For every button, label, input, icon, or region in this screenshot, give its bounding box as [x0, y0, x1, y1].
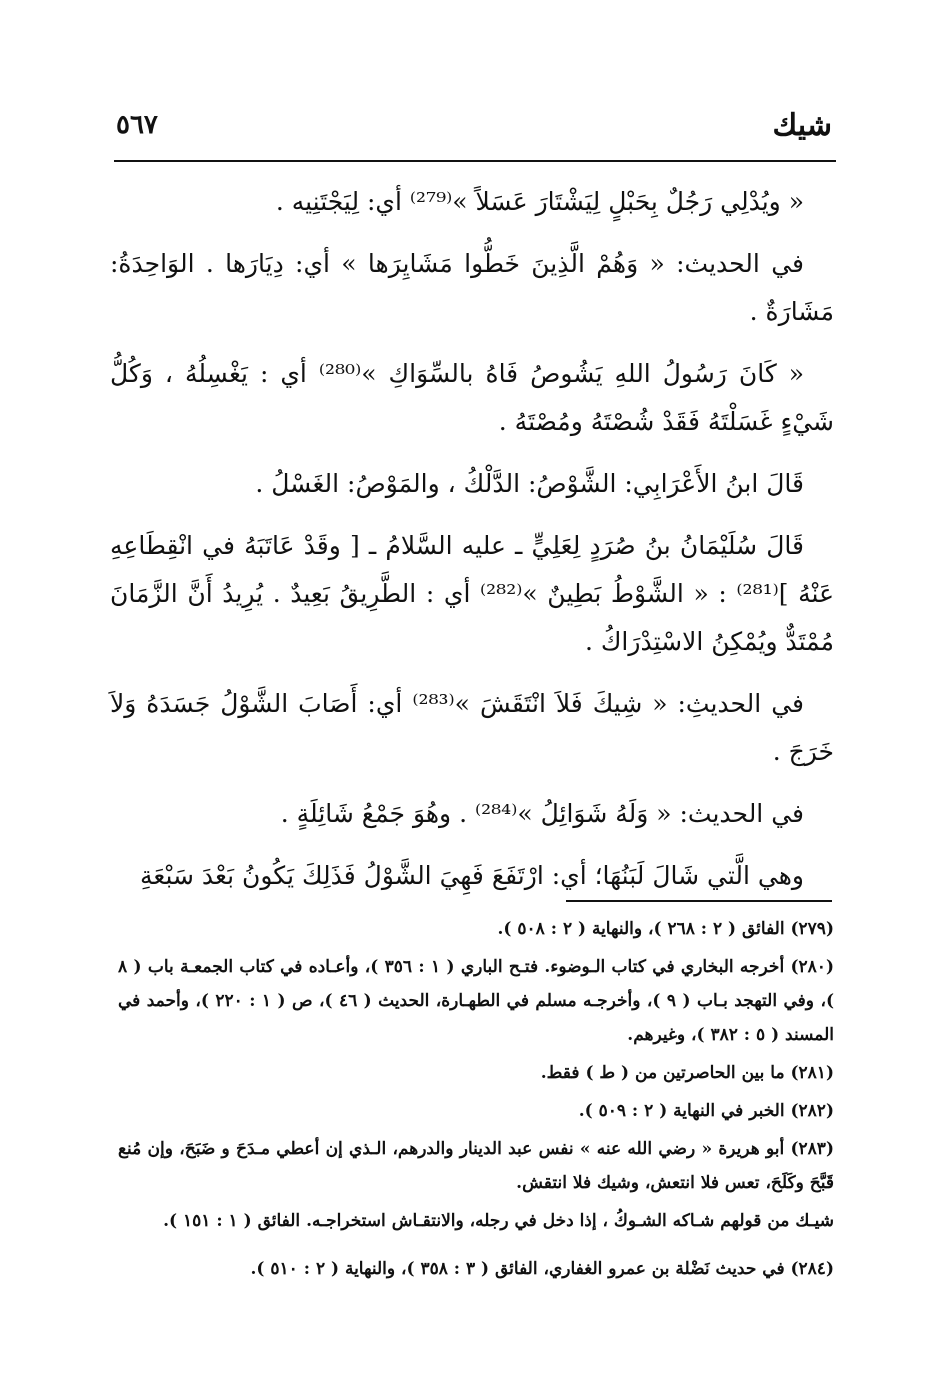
paragraph: قَالَ ابنُ الأَعْرَابِي: الشَّوْصُ: الدَّلْكُ ، والمَوْصُ: الغَسْلُ . — [255, 469, 804, 498]
paragraph: في الحديث: « وَهُمْ الَّذِينَ خَطُّوا مَشَايِرَها » أي: دِيَارَها . الوَاحِدَةُ: مَشَارَةٌ . — [110, 249, 834, 326]
page-number: ٥٦٧ — [116, 110, 158, 140]
footnote-continuation: شيـك من قولهم شـاكه الشـوكُ ، إذا دخل في رجله، والانتقـاش استخراجـه. الفائق ( ١ : ١٥١ ). — [163, 1211, 834, 1231]
footnote: (٢٨٤) في حديث نَضْلة بن عمرو الغفاري، الفائق ( ٣ : ٣٥٨ )، والنهاية ( ٢ : ٥١٠ ). — [250, 1259, 834, 1279]
footnote: (٢٨١) ما بين الحاصرتين من ( ط ) فقط. — [540, 1063, 834, 1083]
main-text — [110, 178, 834, 914]
header-rule — [114, 160, 836, 162]
paragraph: وهي الَّتي شَالَ لَبَنُهَا؛ أي: ارْتَفَعَ فَهِيَ الشَّوْلُ فَذَلِكَ يَكُونُ بَعْدَ سَبْعَةِ — [140, 861, 804, 890]
paragraph: في الحديثِ: « شِيكَ فَلاَ انْتَقَشَ »⁽²⁸³⁾ أي: أَصَابَ الشَّوْلُ جَسَدَهُ وَلاَ خَرَجَ . — [110, 689, 834, 766]
footnote: (٢٧٩) الفائق ( ٢ : ٢٦٨ )، والنهاية ( ٢ : ٥٠٨ ). — [497, 919, 834, 939]
page-header — [116, 100, 832, 150]
paragraph: في الحديث: « وَلَهُ شَوَائِلُ »⁽²⁸⁴⁾ . وهُوَ جَمْعُ شَائِلَةٍ . — [280, 799, 804, 828]
footnote: (٢٨٢) الخبر في النهاية ( ٢ : ٥٠٩ ). — [578, 1101, 834, 1121]
footnote: (٢٨٣) أبو هريرة « رضي الله عنه » نفس عبد الدينار والدرهم، الـذي إن أعطي مـدَحَ و ضَبَحَ، وإن مُنع قَبَّحَ وكَلَحَ، تعس فلا انتعش، وشيك فلا انتقش. — [118, 1139, 834, 1193]
paragraph: قَالَ سُلَيْمَانُ بنُ صُرَدٍ لِعَلِيٍّ ـ عليه السَّلامُ ـ [ وقَدْ عَاتَبَهُ في انْقِطَاعِهِ عَنْهُ ]⁽²⁸¹⁾ : « الشَّوْطُ بَطِينٌ »⁽²⁸²⁾ أي : الطَّرِيقُ بَعِيدٌ . يُرِيدُ أَنَّ الزَّمَانَ مُمْتَدٌّ ويُمْكِنُ الاسْتِدْرَاكُ . — [110, 531, 834, 656]
running-head: شيك — [772, 107, 832, 143]
footnote: (٢٨٠) أخرجه البخاري في كتاب الـوضوء. فتـح الباري ( ١ : ٣٥٦ )، وأعـاده في كتاب الجمعـة باب ( ٨ )، وفي التهجد بـاب ( ٩ )، وأخرجـه مسلم في الطهـارة، الحديث ( ٤٦ )، ص ( ١ : ٢٢٠ )، وأحمد في المسند ( ٥ : ٣٨٢ )، وغيرهم. — [118, 957, 834, 1045]
paragraph: « كَانَ رَسُولُ اللهِ يَشُوصُ فَاهُ بالسِّوَاكِ »⁽²⁸⁰⁾ أي : يَغْسِلُهُ ، وَكُلُّ شَيْءٍ غَسَلْتَهُ فَقَدْ شُصْتَهُ ومُصْتَهُ . — [110, 359, 834, 436]
paragraph: « ويُدْلِي رَجُلٌ بِحَبْلٍ لِيَشْتَارَ عَسَلاً »⁽²⁷⁹⁾ أي: لِيَجْتَنِيه . — [275, 187, 804, 216]
footnotes — [118, 912, 834, 1290]
footnote-rule — [566, 900, 832, 902]
